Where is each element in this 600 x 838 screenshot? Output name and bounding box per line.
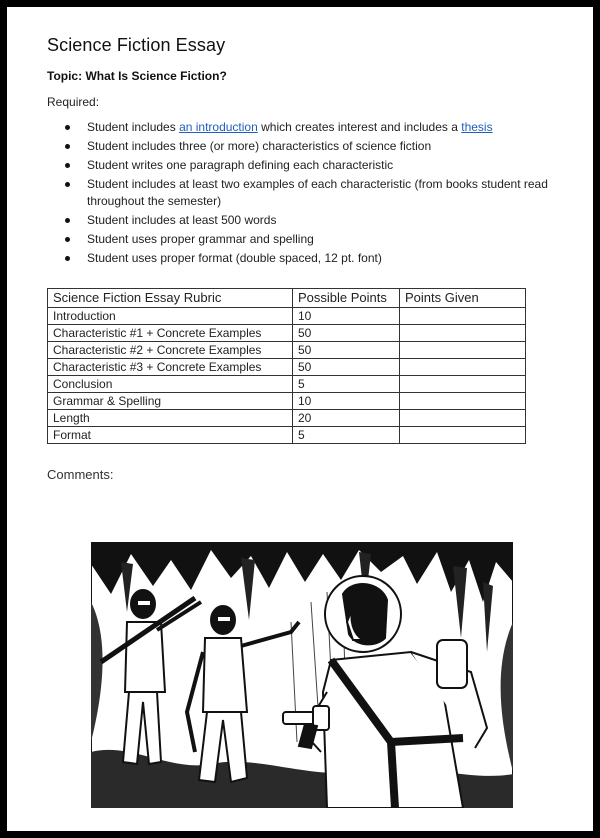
- rubric-item: Conclusion: [48, 376, 293, 393]
- possible-points: 5: [293, 376, 400, 393]
- possible-points: 10: [293, 393, 400, 410]
- possible-points: 20: [293, 410, 400, 427]
- list-item: Student writes one paragraph defining each characteristic: [63, 157, 563, 174]
- list-item: Student includes at least 500 words: [63, 212, 563, 229]
- rubric-item: Grammar & Spelling: [48, 393, 293, 410]
- column-header: Science Fiction Essay Rubric: [48, 289, 293, 308]
- possible-points: 50: [293, 325, 400, 342]
- table-row: [48, 308, 526, 325]
- table-row: [48, 376, 526, 393]
- rubric-item: Length: [48, 410, 293, 427]
- rubric-item: Format: [48, 427, 293, 444]
- document-page: [7, 7, 593, 831]
- required-label: Required:: [47, 95, 100, 109]
- sci-fi-illustration: [91, 542, 513, 808]
- rubric-item: Characteristic #1 + Concrete Examples: [48, 325, 293, 342]
- topic-heading: Topic: What Is Science Fiction?: [47, 69, 227, 83]
- points-given-cell[interactable]: [400, 308, 526, 325]
- points-given-cell[interactable]: [400, 376, 526, 393]
- requirements-list: [63, 119, 563, 269]
- comments-label: Comments:: [47, 467, 114, 482]
- points-given-cell[interactable]: [400, 325, 526, 342]
- table-row: [48, 359, 526, 376]
- page-title: Science Fiction Essay: [47, 35, 226, 55]
- list-item: Student uses proper format (double spaced, 12 pt. font): [63, 250, 563, 267]
- rubric-item: Introduction: [48, 308, 293, 325]
- possible-points: 10: [293, 308, 400, 325]
- points-given-cell[interactable]: [400, 393, 526, 410]
- column-header: Possible Points: [293, 289, 400, 308]
- table-header-row: [48, 289, 526, 308]
- list-item: Student uses proper grammar and spelling: [63, 231, 563, 248]
- introduction-link[interactable]: an introduction: [179, 120, 258, 134]
- possible-points: 50: [293, 342, 400, 359]
- list-item: Student includes an introduction which creates interest and includes a thesis: [63, 119, 563, 136]
- table-row: [48, 427, 526, 444]
- table-row: [48, 325, 526, 342]
- rubric-item: Characteristic #2 + Concrete Examples: [48, 342, 293, 359]
- rubric-item: Characteristic #3 + Concrete Examples: [48, 359, 293, 376]
- possible-points: 5: [293, 427, 400, 444]
- column-header: Points Given: [400, 289, 526, 308]
- table-row: [48, 393, 526, 410]
- table-row: [48, 410, 526, 427]
- list-item: Student includes three (or more) characteristics of science fiction: [63, 138, 563, 155]
- possible-points: 50: [293, 359, 400, 376]
- points-given-cell[interactable]: [400, 410, 526, 427]
- rubric-table: [47, 288, 526, 444]
- table-row: [48, 342, 526, 359]
- points-given-cell[interactable]: [400, 359, 526, 376]
- points-given-cell[interactable]: [400, 342, 526, 359]
- thesis-link[interactable]: thesis: [461, 120, 493, 134]
- points-given-cell[interactable]: [400, 427, 526, 444]
- list-item: Student includes at least two examples of each characteristic (from books student read throughout the semester): [63, 176, 563, 210]
